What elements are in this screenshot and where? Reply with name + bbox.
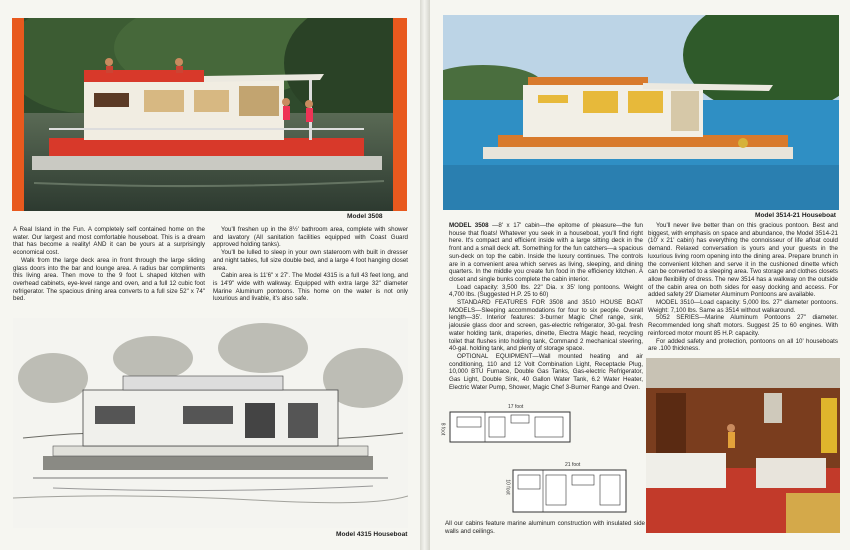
paragraph: You'll never live better than on this gracious pontoon. Best and biggest, with emphasis on space and abundance, the Model 3514-21 (10' x 21' cabin) has everything the connoisseur of life afloat could demand. Relaxed conversation is yours and your guests in the luxurious living room opening into the dining area. Prepare brunch in the convenient kitchen and serve it in the cushioned dinette which can be converted to a sleeping area. Two storage and clothes closets allow flexibility of dress. The new 3514 has a walkway on the outside of the cabin area on both sides for easy docking and access. For added safety 29' Diameter Aluminum Pontoons are available.: [648, 222, 838, 299]
model-heading: MODEL 3508: [449, 222, 489, 229]
floorplan-top-width: 8 foot: [439, 422, 446, 436]
floorplan-17-foot: [449, 411, 571, 443]
photo-caption: Model 3514-21 Houseboat: [755, 212, 836, 219]
floorplan-top-length: 17 foot: [508, 404, 524, 410]
right-page: [430, 0, 850, 550]
paragraph: MODEL 3510—Load capacity: 5,000 lbs. 27" diameter pontoons. Weight: 7,100 lbs. Same as 3514 without walkaround.: [648, 299, 838, 314]
paragraph: A Real Island in the Fun. A completely self contained home on the water. Our largest and most comfortable houseboat. This is a dream that has become a reality! AND it can be yours at a surprisingly economical cost.: [13, 226, 205, 257]
paragraph: Cabin area is 11'6" x 27'. The Model 4315 is a full 43 feet long, and is 14'9" wide with walkway. Equipped with extra large 32" diameter Marine Aluminum pontoons. This home on the water is not only luxurious and livable, it's also safe.: [213, 272, 408, 303]
orange-band-left: [12, 18, 24, 211]
drawing-caption: Model 4315 Houseboat: [336, 531, 408, 538]
paragraph: 5052 SERIES—Marine Aluminum Pontoons 27" diameter. Recommended long shaft motors. Suggest 25 to 60 engines. With reinforced motor mount 85 H.P. capacity.: [648, 314, 838, 337]
paragraph: You'll be lulled to sleep in your own stateroom with built in dresser and night tables, full size double bed, and a large 4 foot hanging closet area.: [213, 249, 408, 272]
paragraph: You'll freshen up in the 8½' bathroom area, complete with shower and lavatory (All sanitation facilities equipped with Coast Guard approved holding tanks).: [213, 226, 408, 249]
orange-band-right: [393, 18, 407, 211]
paragraph: Walk from the large deck area in front through the large sliding glass doors into the bar and lounge area. A radius bar compliments this living area. Then move to the 9 foot L shaped kitchen with overhead cabinets, eye-level range and oven, and a full 12 cubic foot refrigerator. The spacious dining area converts to a full size 52" x 74" bed.: [13, 256, 205, 303]
paragraph: OPTIONAL EQUIPMENT—Wall mounted heating and air conditioning, 110 and 12 Volt Combination Light, Receptacle Plug, 10,000 BTU Furnace, Double Gas Tanks, Gas-electric Refrigerator, Gas Light, Double Sink, 40 Gallon Water Tank, 6.2 Water Heater, Electric Water Pump, Shower, Magic Chef 3-Burner Range and Oven.: [449, 352, 643, 391]
body-column-2: [213, 226, 408, 303]
cabin-interior-photo: [646, 358, 840, 533]
intro-text: —8' x 17' cabin—the epitome of pleasure—the fun house that floats! Whatever you seek in a houseboat, you'll find right here. It's compact and efficient inside with a large sitting deck in the front and a small deck aft. Something for the fun catchers—a spacious sun-deck on top the cabin. Inside the luxury continues. The controls are in a convenient area which serves as living, sleeping, and dining quarters. In the middle you create fun food in the efficiency kitchen. A closet and single bunks complete the cabin interior.: [449, 222, 643, 283]
body-column-1: [13, 226, 205, 303]
floorplan-bottom-length: 21 foot: [565, 462, 581, 468]
paragraph: Load capacity: 3,500 lbs. 22" Dia. x 35' long pontoons. Weight 4,700 lbs. (Suggested H.P. 25 to 60): [449, 283, 643, 299]
body-column-1: [449, 222, 643, 391]
floorplan-21-foot: [512, 469, 627, 513]
left-page: [0, 0, 420, 550]
floorplan-bottom-width: 10 foot: [504, 479, 511, 495]
photo-caption: Model 3508: [347, 213, 383, 220]
bottom-note: [445, 520, 645, 535]
houseboat-photo-3514-21: [443, 15, 839, 210]
paragraph: STANDARD FEATURES FOR 3508 and 3510 HOUSE BOAT MODELS—Sleeping accommodations for four to six people. Overall length—35'. Interior features: 3-burner Magic Chef range, sink, jalousie glass door and screen, gas-electric refrigerator, 30-gal. fresh water holding tank, draperies, dinette, Electra Magic head, recycling toilet that flushes into holding tank, Command 2 mechanical steering, 40-gal. holding tank, and plenty of storage space.: [449, 299, 643, 353]
paragraph: For added safety and protection, pontoons on all 10' houseboats are .100 thickness.: [648, 337, 838, 353]
page-gutter: [420, 0, 430, 550]
houseboat-photo-3508: [24, 18, 393, 211]
body-column-2: [648, 222, 838, 353]
note-text: All our cabins feature marine aluminum construction with insulated side walls and ceilings.: [445, 520, 645, 535]
paragraph: [449, 222, 643, 284]
houseboat-drawing-4315: [13, 318, 408, 528]
